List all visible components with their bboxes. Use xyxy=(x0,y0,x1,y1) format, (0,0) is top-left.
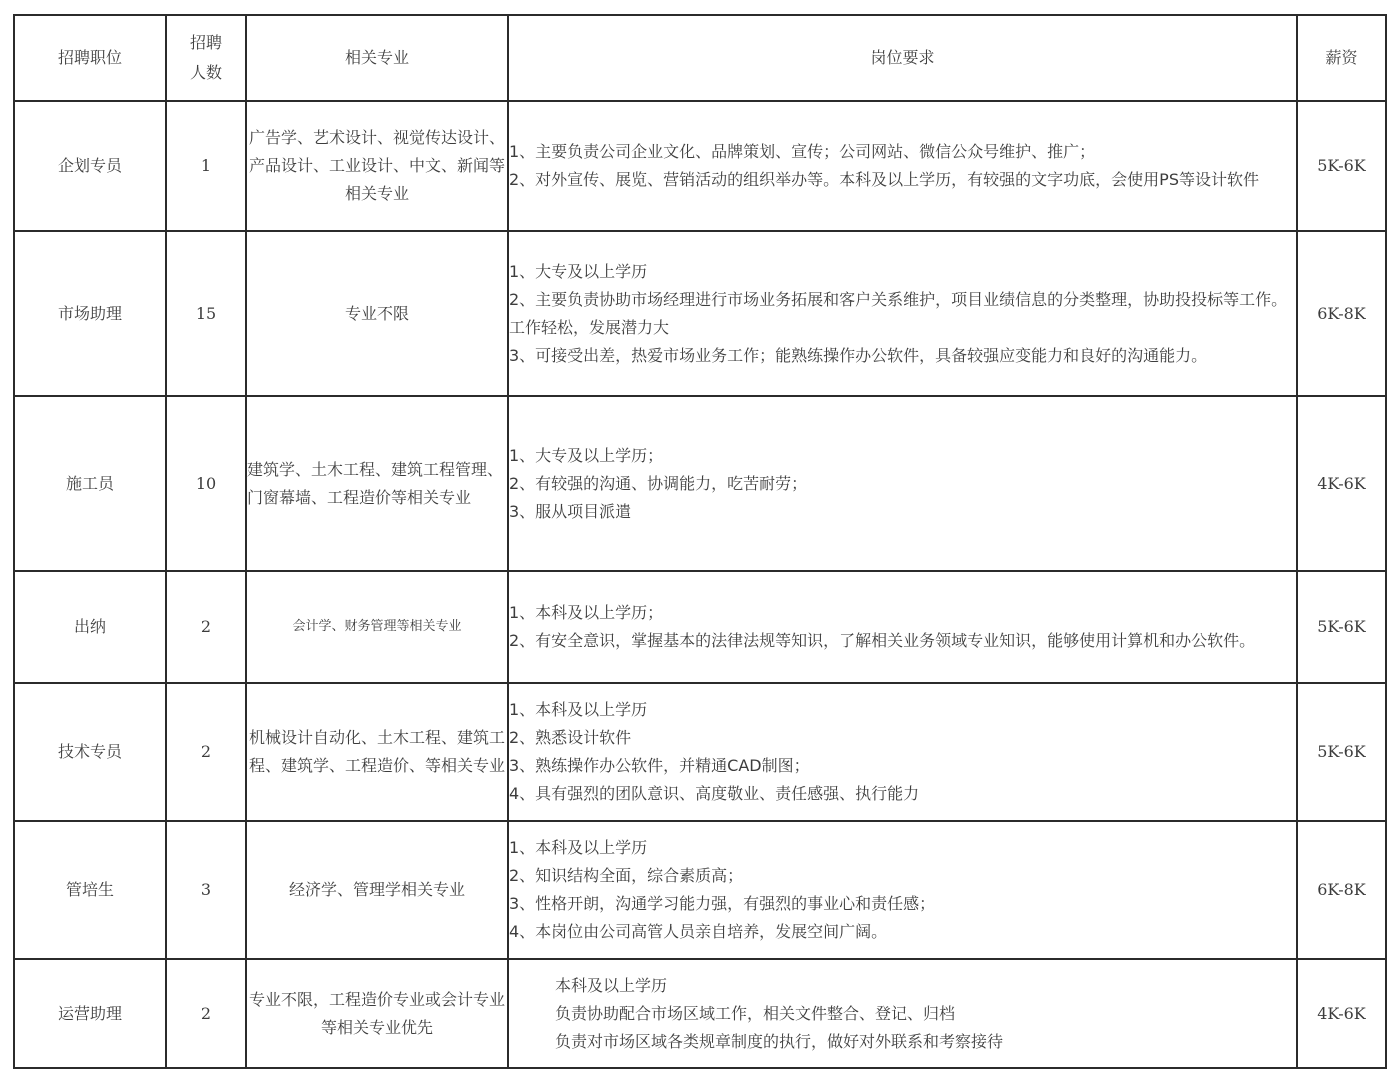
table-row xyxy=(14,101,1386,231)
requirement-line: 负责协助配合市场区域工作，相关文件整合、登记、归档 xyxy=(555,1003,956,1023)
cell-count: 3 xyxy=(166,821,246,959)
cell-salary: 4K-6K xyxy=(1297,959,1386,1068)
requirement-line: 1、大专及以上学历； xyxy=(509,445,664,465)
cell-requirements xyxy=(508,683,1297,821)
requirement-line: 3、熟练操作办公软件，并精通CAD制图； xyxy=(509,756,810,775)
cell-count: 10 xyxy=(166,396,246,571)
requirement-line: 1、主要负责公司企业文化、品牌策划、宣传；公司网站、微信公众号维护、推广； xyxy=(509,142,1096,161)
header-row xyxy=(14,15,1386,101)
cell-count: 2 xyxy=(166,571,246,683)
cell-count: 2 xyxy=(166,959,246,1068)
cell-requirements xyxy=(508,101,1297,231)
cell-salary: 6K-8K xyxy=(1297,231,1386,396)
table-row xyxy=(14,396,1386,571)
requirement-line: 2、对外宣传、展览、营销活动的组织举办等。本科及以上学历，有较强的文字功底，会使用PS等设计软件 xyxy=(509,170,1259,189)
cell-salary: 5K-6K xyxy=(1297,571,1386,683)
cell-requirements xyxy=(508,821,1297,959)
header-count-line2: 人数 xyxy=(189,63,222,82)
requirement-line: 4、本岗位由公司高管人员亲自培养，发展空间广阔。 xyxy=(509,922,888,941)
cell-count: 15 xyxy=(166,231,246,396)
header-position: 招聘职位 xyxy=(14,15,166,101)
cell-major: 广告学、艺术设计、视觉传达设计、产品设计、工业设计、中文、新闻等相关专业 xyxy=(246,101,508,231)
header-count xyxy=(166,15,246,101)
cell-count: 2 xyxy=(166,683,246,821)
cell-requirements xyxy=(508,959,1297,1068)
cell-position: 出纳 xyxy=(14,571,166,683)
table-row xyxy=(14,821,1386,959)
requirement-line: 1、大专及以上学历 xyxy=(509,261,648,281)
cell-position: 施工员 xyxy=(14,396,166,571)
cell-major: 会计学、财务管理等相关专业 xyxy=(246,571,508,683)
cell-salary: 6K-8K xyxy=(1297,821,1386,959)
requirement-line: 负责对市场区域各类规章制度的执行，做好对外联系和考察接待 xyxy=(555,1031,1004,1051)
cell-count: 1 xyxy=(166,101,246,231)
cell-position: 企划专员 xyxy=(14,101,166,231)
cell-salary: 4K-6K xyxy=(1297,396,1386,571)
requirement-line: 2、主要负责协助市场经理进行市场业务拓展和客户关系维护，项目业绩信息的分类整理，协助投投标等工作。工作轻松，发展潜力大 xyxy=(509,289,1288,337)
requirement-line: 1、本科及以上学历 xyxy=(509,700,648,719)
requirement-line: 1、本科及以上学历； xyxy=(509,603,664,622)
cell-major: 机械设计自动化、土木工程、建筑工程、建筑学、工程造价、等相关专业 xyxy=(246,683,508,821)
requirement-line: 2、有安全意识，掌握基本的法律法规等知识，了解相关业务领域专业知识，能够使用计算机和办公软件。 xyxy=(509,631,1256,650)
cell-requirements xyxy=(508,231,1297,396)
requirement-line: 3、服从项目派遣 xyxy=(509,501,632,521)
table-row xyxy=(14,231,1386,396)
header-salary: 薪资 xyxy=(1297,15,1386,101)
cell-position: 市场助理 xyxy=(14,231,166,396)
requirement-line: 3、可接受出差，热爱市场业务工作；能熟练操作办公软件，具备较强应变能力和良好的沟通能力。 xyxy=(509,345,1208,365)
cell-position: 运营助理 xyxy=(14,959,166,1068)
cell-salary: 5K-6K xyxy=(1297,101,1386,231)
table-row xyxy=(14,571,1386,683)
cell-major: 建筑学、土木工程、建筑工程管理、门窗幕墙、工程造价等相关专业 xyxy=(246,396,508,571)
requirement-line: 2、有较强的沟通、协调能力，吃苦耐劳； xyxy=(509,473,808,493)
table-row xyxy=(14,959,1386,1068)
table-row xyxy=(14,683,1386,821)
requirement-line: 3、性格开朗，沟通学习能力强，有强烈的事业心和责任感； xyxy=(509,894,936,913)
recruitment-table xyxy=(13,14,1387,1069)
requirement-line: 2、知识结构全面，综合素质高； xyxy=(509,866,744,885)
cell-major: 经济学、管理学相关专业 xyxy=(246,821,508,959)
cell-major: 专业不限 xyxy=(246,231,508,396)
cell-major: 专业不限，工程造价专业或会计专业等相关专业优先 xyxy=(246,959,508,1068)
header-major: 相关专业 xyxy=(246,15,508,101)
header-count-line1: 招聘 xyxy=(189,33,222,52)
cell-requirements xyxy=(508,396,1297,571)
requirement-line: 2、熟悉设计软件 xyxy=(509,728,632,747)
requirement-line: 本科及以上学历 xyxy=(555,975,668,995)
requirement-line: 1、本科及以上学历 xyxy=(509,838,648,857)
cell-salary: 5K-6K xyxy=(1297,683,1386,821)
header-requirements: 岗位要求 xyxy=(508,15,1297,101)
cell-position: 技术专员 xyxy=(14,683,166,821)
cell-requirements xyxy=(508,571,1297,683)
cell-position: 管培生 xyxy=(14,821,166,959)
requirement-line: 4、具有强烈的团队意识、高度敬业、责任感强、执行能力 xyxy=(509,784,920,803)
